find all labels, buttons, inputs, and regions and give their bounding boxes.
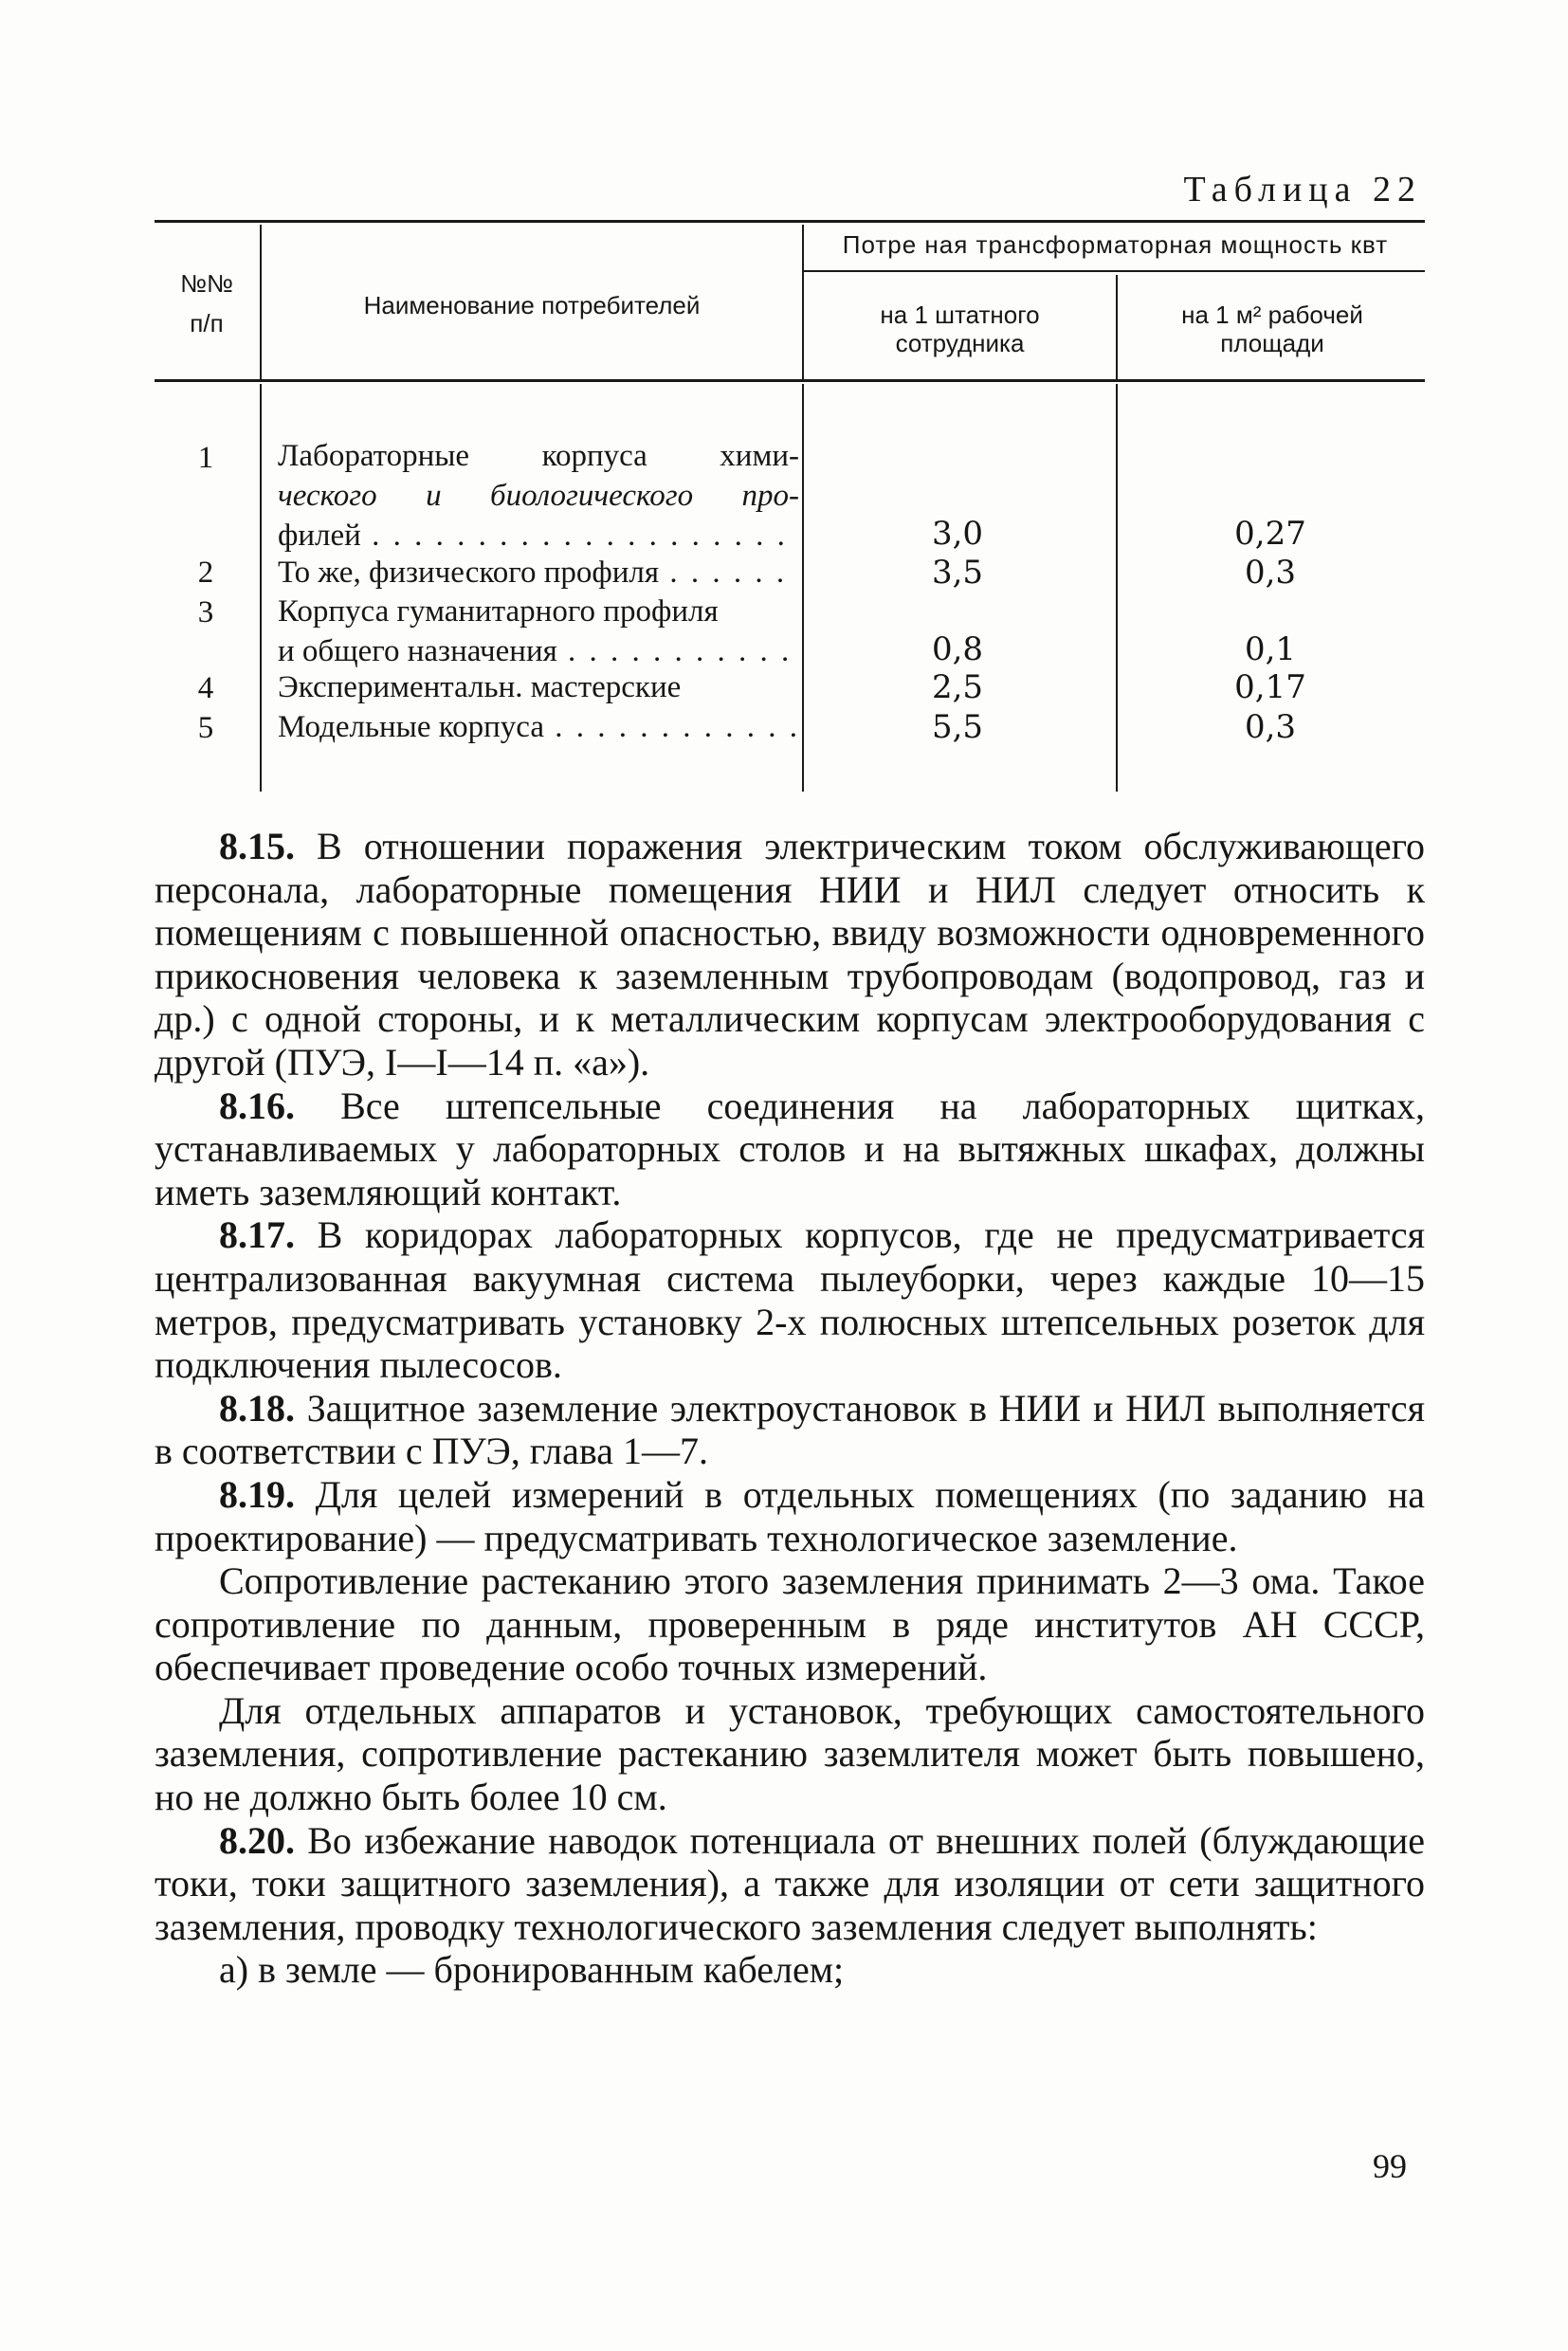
row-1-name-line-1: Лабораторные корпуса хими- <box>278 439 799 473</box>
row-5-name <box>278 707 799 747</box>
header-per-area-line-2: площади <box>1220 329 1324 357</box>
row-1-per-area: 0,27 <box>1234 515 1306 553</box>
row-4-name <box>278 667 799 707</box>
column-rule-1 <box>260 225 262 379</box>
row-4-per-staff: 2,5 <box>931 668 984 706</box>
row-5-per-area: 0,3 <box>1244 708 1297 746</box>
row-3-name-last <box>278 631 799 671</box>
paragraph-8-20 <box>155 1819 1425 1949</box>
table-caption: Таблица 22 <box>1183 170 1422 210</box>
row-5-name-last <box>278 707 799 747</box>
row-5-per-staff: 5,5 <box>931 708 984 746</box>
paragraph-8-19-number: 8.19. <box>219 1472 295 1516</box>
row-5-num: 5 <box>197 711 214 745</box>
header-num <box>155 269 259 337</box>
header-per-area-line-1: на 1 м² рабочей <box>1181 301 1363 329</box>
paragraph-8-18-number: 8.18. <box>219 1386 295 1430</box>
header-per-staff-line-1: на 1 штатного <box>880 301 1040 329</box>
header-group-rule <box>802 270 1425 272</box>
row-3-num: 3 <box>197 595 214 629</box>
paragraph-8-16 <box>155 1084 1425 1214</box>
paragraph-8-16-text: Все штепсельные соединения на лабораторных щитках, устанавливаемых у лабораторных столов и на вытяжных шкафах, должны иметь заземляющий контакт. <box>155 1084 1426 1213</box>
paragraph-resistance: Сопротивление растеканию этого заземления принимать 2—3 ома. Такое сопротивление по данным, проверенным в ряде институтов АН СССР, обеспечивает проведение особо точных измерений. <box>155 1559 1425 1689</box>
header-power-group: Потре ная трансформаторная мощность квт <box>842 230 1389 259</box>
row-2-per-area: 0,3 <box>1244 554 1297 592</box>
paragraph-8-16-number: 8.16. <box>219 1084 295 1127</box>
row-4-per-area: 0,17 <box>1234 668 1306 706</box>
row-1-name-line-2: ческого и биологического про- <box>278 479 799 513</box>
column-rule-2 <box>802 225 804 379</box>
header-bottom-rule <box>155 379 1425 382</box>
paragraph-8-20-text: Во избежание наводок потенциала от внешних полей (блуждающие токи, токи защитного заземления), а также для изоляции от сети защитного заземления, проводку технологического заземления следует выполнять: <box>155 1818 1425 1948</box>
row-1-name-last-text: филей . . . <box>278 516 799 556</box>
header-per-staff-line-2: сотрудника <box>895 329 1025 357</box>
column-rule-2-body <box>802 384 804 792</box>
header-per-area <box>1120 301 1425 357</box>
row-1-per-staff: 3,0 <box>931 515 984 553</box>
row-1-name <box>278 436 799 556</box>
row-2-name-last <box>278 553 799 592</box>
paragraph-8-17-number: 8.17. <box>219 1213 295 1257</box>
column-rule-3 <box>1116 275 1118 379</box>
page-number: 99 <box>1373 2147 1407 2185</box>
row-4-name-last-text: Экспериментальн. мастерские <box>278 670 682 704</box>
column-rule-1-body <box>260 384 262 792</box>
row-1-name-last <box>278 516 799 556</box>
paragraph-separate-devices: Для отдельных аппаратов и установок, требующих самостоятельного заземления, сопротивление растеканию заземлителя может быть повышено, но не должно быть более 10 см. <box>155 1688 1425 1819</box>
row-4-num: 4 <box>197 671 214 705</box>
row-3-name-line-1: Корпуса гуманитарного профиля <box>278 594 719 629</box>
paragraph-8-20-number: 8.20. <box>219 1818 295 1862</box>
paragraph-8-15 <box>155 825 1425 1084</box>
paragraph-8-17 <box>155 1213 1425 1386</box>
header-num-line-1: №№ <box>180 269 233 298</box>
row-1-num: 1 <box>197 441 214 475</box>
row-3-per-staff: 0,8 <box>931 630 984 668</box>
body-text <box>155 825 1425 1992</box>
paragraph-8-19 <box>155 1473 1425 1559</box>
row-3-per-area: 0,1 <box>1244 630 1297 668</box>
row-3-name-last-text: и общего назначения . . . <box>278 631 799 671</box>
column-rule-3-body <box>1116 384 1118 792</box>
header-num-line-2: п/п <box>190 309 224 337</box>
row-5-name-last-text: Модельные корпуса . . . <box>278 707 799 747</box>
table-top-rule <box>155 220 1425 223</box>
paragraph-8-18-text: Защитное заземление электроустановок в НИИ и НИЛ выполняется в соответствии с ПУЭ, глава 1—7. <box>155 1386 1425 1473</box>
paragraph-8-18 <box>155 1387 1425 1473</box>
paragraph-8-17-text: В коридорах лабораторных корпусов, где не предусматривается централизованная вакуумная система пылеуборки, через каждые 10—15 метров, предусматривать установку 2-х полюсных штепсельных розеток для подключения пылесосов. <box>155 1213 1426 1387</box>
row-2-name-last-text: То же, физического профиля . . . <box>278 553 799 592</box>
paragraph-8-19-text: Для целей измерений в отдельных помещениях (по заданию на проектирование) — предусматривать технологическое заземление. <box>155 1472 1425 1559</box>
paragraph-8-15-text: В отношении поражения электрическим током обслуживающего персонала, лабораторные помещения НИИ и НИЛ следует относить к помещениям с повышенной опасностью, ввиду возможности одновременного прикосновения человека к заземленным трубопроводам (водопровод, газ и др.) с одной стороны, и к металлическим корпусам электрооборудования с другой (ПУЭ, I—I—14 п. «а»). <box>155 825 1425 1084</box>
row-3-name <box>278 592 799 671</box>
header-name: Наименование потребителей <box>363 291 701 319</box>
row-2-num: 2 <box>197 556 214 590</box>
header-per-staff <box>806 301 1114 357</box>
paragraph-item-a: а) в земле — бронированным кабелем; <box>219 1948 845 1992</box>
row-2-per-staff: 3,5 <box>931 554 984 592</box>
row-2-name <box>278 553 799 592</box>
paragraph-8-15-number: 8.15. <box>219 825 295 867</box>
